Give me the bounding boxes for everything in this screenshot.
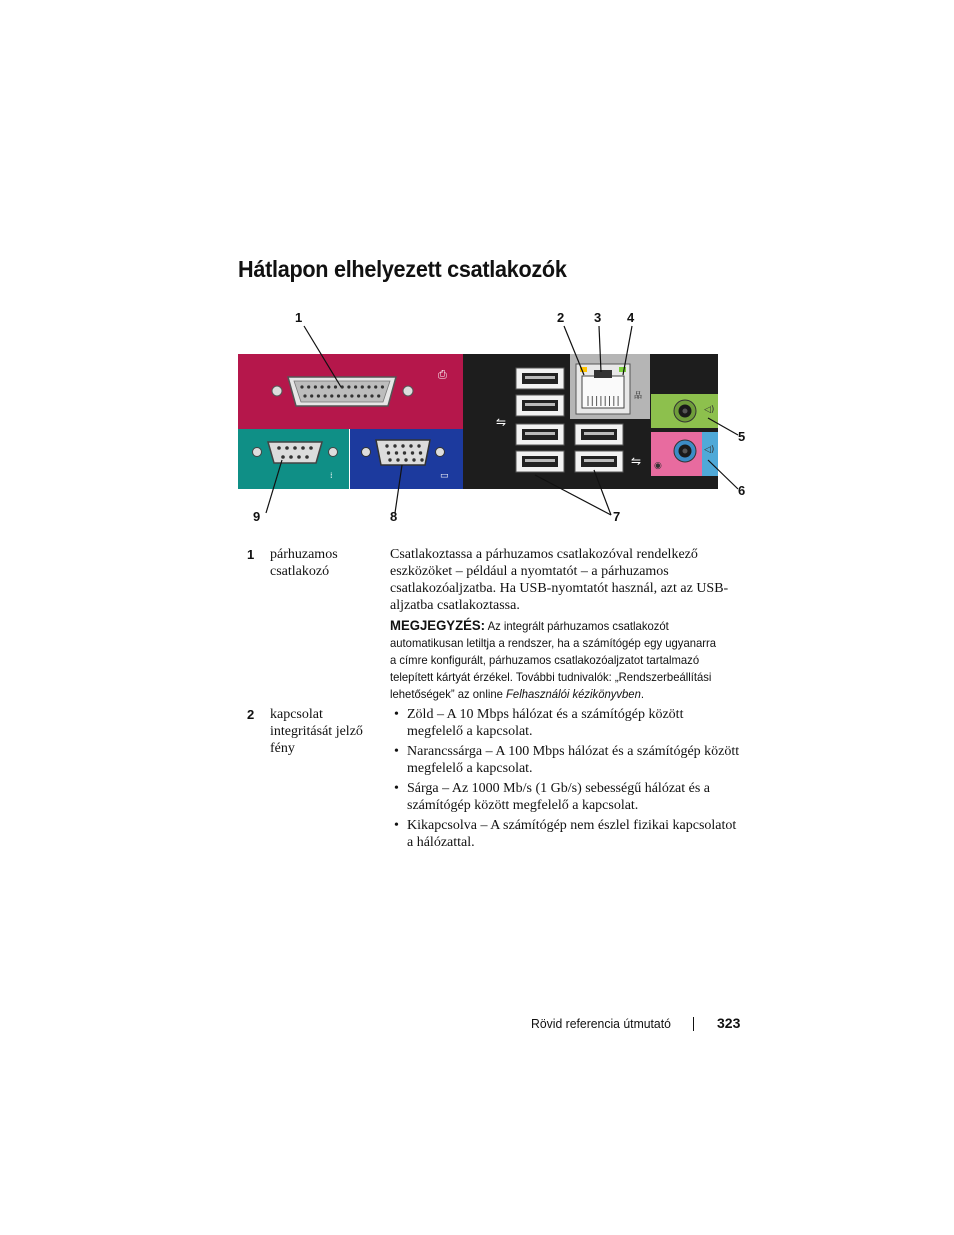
- printer-icon: ⎙: [438, 368, 447, 381]
- callout-7: 7: [613, 509, 621, 524]
- entry-2-number: 2: [247, 707, 255, 722]
- network-icon: 品: [634, 391, 642, 400]
- entry-1-number: 1: [247, 547, 255, 562]
- serial-icon: ⁞: [330, 471, 333, 480]
- page-number: 323: [717, 1015, 741, 1031]
- callout-5: 5: [738, 429, 746, 444]
- usb-icon-left: ⇋: [496, 415, 507, 429]
- back-panel-illustration: [230, 300, 750, 530]
- monitor-icon: ▭: [440, 471, 449, 481]
- entry-1-note: [390, 617, 719, 703]
- mic-jack: [674, 440, 696, 462]
- callout-2: 2: [557, 310, 565, 325]
- back-panel-figure: [230, 300, 750, 530]
- entry-1-description: Csatlakoztassa a párhuzamos csatlakozóval rendelkező eszközöket – például a nyomtatót – a párhuzamos csatlakozóaljzatba. Ha USB-nyomtatót használ, azt az USB-aljzatba csatlakoztassa.: [390, 547, 729, 613]
- callout-8: 8: [390, 509, 398, 524]
- callout-1: 1: [295, 310, 303, 325]
- line-out-jack: [674, 400, 696, 422]
- usb-port: [516, 395, 564, 416]
- note-text: Az integrált párhuzamos csatlakozót automatikusan letiltja a rendszer, ha a számítógép egy ugyanarra a címre konfigurált, párhuzamos csatlakozóaljzatot tartalmazó telepített kártyát érzékel. További tudnivalók: „Rendszerbeállítási lehetőségek” az online: [390, 619, 717, 701]
- usb-port: [516, 368, 564, 389]
- entry-2-term: kapcsolat integritását jelző fény: [270, 707, 363, 756]
- usb-port: [575, 451, 623, 472]
- usb-port: [575, 424, 623, 445]
- callout-6: 6: [738, 483, 746, 498]
- callout-9: 9: [253, 509, 261, 524]
- entry-2-bullets: [392, 706, 740, 854]
- network-connector: [576, 364, 630, 414]
- mic-icon: ◉: [654, 461, 662, 471]
- callout-3: 3: [594, 310, 602, 325]
- note-italic: Felhasználói kézikönyvben: [506, 687, 641, 701]
- footer-separator: [693, 1017, 694, 1031]
- list-item: • Kikapcsolva – A számítógép nem észlel fizikai kapcsolatot a hálózattal.: [394, 818, 737, 850]
- usb-port: [516, 424, 564, 445]
- list-item: • Narancssárga – A 100 Mbps hálózat és a számítógép között megfelelő a kapcsolat.: [394, 744, 740, 776]
- entry-1-term: párhuzamos csatlakozó: [270, 547, 338, 579]
- footer-title: Rövid referencia útmutató: [531, 1016, 671, 1031]
- speaker-icon: ◁): [704, 405, 715, 415]
- callout-4: 4: [627, 310, 635, 325]
- page-title: Hátlapon elhelyezett csatlakozók: [238, 256, 567, 282]
- list-item: • Sárga – Az 1000 Mb/s (1 Gb/s) sebességű hálózat és a számítógép között megfelelő a kapcsolat.: [394, 781, 711, 813]
- usb-icon-right: ⇋: [631, 454, 642, 468]
- note-end: .: [640, 687, 644, 701]
- note-label: MEGJEGYZÉS:: [390, 617, 486, 633]
- list-item: • Zöld – A 10 Mbps hálózat és a számítógép között megfelelő a kapcsolat.: [394, 707, 684, 739]
- usb-port: [516, 451, 564, 472]
- line-in-icon: ◁): [704, 445, 715, 455]
